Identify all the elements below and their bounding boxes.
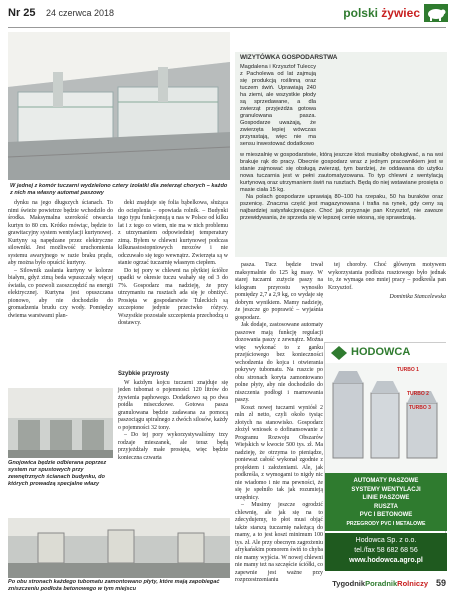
feeder-products-illustration: [325, 363, 447, 473]
magazine-brand: [332, 579, 428, 588]
drainage-photo: [8, 388, 113, 458]
article-col3-p3: Koszt nowej tuczarni wyniósł 2 mln zł netto, czyli około tysiąc złotych na stanowisko. Gospodarz złożył wniosek o dofinansowanie z Programu Rozwoju Obszarów Wiejskich w kwocie 500 tys. zł. Ma nadzieję, że otrzyma to pieniądze, ponieważ całość wykonał zgodnie z projektem i założeniami. Ale, jak podkreśla, z wymogami to nigdy nic nie wiadomo i nie ma pewności, że się je spełniło tak jak rozumieją urzędnicy.: [235, 404, 323, 501]
ad-line-pvc-concrete: PVC I BETONOWE: [359, 512, 413, 519]
ad-line-feeders: AUTOMATY PASZOWE: [353, 478, 419, 484]
bottom-photo-caption: Po obu stronach każdego tubomatu zamontowano płyty, które mają zapobiegać zniszczeniu podłoża betonowego w tym miejscu: [8, 579, 220, 592]
article-col1-p2: – Silownik zasłania kurtyny w kolorze białym, gdyż zimą beda wpuszczały więcej światła, co pozwoli zaoszczędzić na energii elektrycznej. Kurtyna jest opuszczana pionowo, aby nie dochodziło do gromadzenia brudu czy wody. Pomiędzy dwiema warstwami plan-: [8, 267, 113, 319]
issue-number: Nr 25: [8, 7, 36, 19]
top-photo-caption: W jednej z komór tuczarni wydzielono cztery izolatki dla zwierząt chorych – każdo z nich ma własny automat paszowy: [10, 183, 228, 196]
article-col2-bottom: [118, 371, 228, 519]
subhead-fast-growth: Szybkie przyrosty: [118, 371, 170, 377]
article-col4: [328, 262, 446, 337]
middle-photo-caption: Gnojowica będzie odbierana poprzez system rur spustowych przy zewnętrznych ścianach budynku, do których prowadzą specjalne włazy: [8, 460, 107, 487]
ad-line-feed-lines: LINIE PASZOWE: [362, 495, 410, 502]
article-col3-p4: – Musimy jeszcze ogrodzić chlewnię, ale jak się na to zdecydujemy, to płot musi objąć także starszą tuczarnię należącą do mamy, a to jest koszt minimum 100 tys. zł. Ale przy obecnym zagrożeniu afrykańskim pomorem świń to chyba nie mamy wyjścia. W nowej chlewni nie mamy też na szczęście ściółki, co zapewnie jest ważne przy rozprzestrzenianiu: [235, 502, 323, 583]
farm-profile-text-b: Na polach gospodarze uprawiają 80–100 ha rzepaku, 50 ha buraków oraz pszenicę. Znaczna część jest magazynowana i trafia na rynek, gdy ceny są najbardziej satysfakcjonujące. Choć jak przyznaje pan Krzysztof, nie zawsze przewidywania, że sprzeda się w lepszej cenie wiosną, się sprawdzają.: [240, 194, 443, 221]
article-col2-p4: – Do tej pory wykorzystywaliśmy trzy rodzaje mieszanek, ale teraz będą przyjeżdżały małe prosięta, więc będzie konieczna czwarta: [118, 432, 228, 461]
ad-line-slats: RUSZTA: [374, 503, 398, 510]
ad-offer-panel: [325, 473, 447, 531]
brand-rolniczy: Rolniczy: [397, 579, 428, 588]
brand-accent: żywiec: [381, 6, 420, 20]
ad-company: Hodowca Sp. z o.o.: [355, 537, 417, 544]
article-col1-top: [8, 200, 113, 388]
turbo-2-label: TURBO 2: [407, 391, 429, 397]
article-col3-p2: Jak dodaje, zastosowane automaty paszowe mają funkcję regulacji dozowania paszy z zewnątrz. Można więc wykonać to z ganku przejściowego bez konieczności wchodzenia do kojca i otwierania pokrywy tubomatu. Na ruszcie po obu stronach korytа zamontowano polne płyty, aby nie dochodziło do niszczenia podłogi i marnowania paszy.: [235, 322, 323, 403]
header-divider: [8, 27, 446, 28]
ad-brand: HODOWCA: [351, 346, 411, 358]
brand-tygodnik: Tygodnik: [332, 579, 366, 588]
brand-poradnik: Poradnik: [365, 579, 398, 588]
article-col2-top: [118, 200, 228, 370]
ad-website[interactable]: www.hodowca.agro.pl: [349, 557, 423, 564]
article-col1-p1: dynku na jego długszych ścianach. To nimi świeże powietrze będzie wchodziło do środka. Maksymalna szerokość otwarcia kurtyn to 80 cm. Krótko mówiąc, będzie to grawitacyjny system wentylacji kurtynowej. Kurtyny są napędzane przez elektryczne silowniki. Jest możliwość uruchomienia systemu awaryjnego w razie braku prądu, aby można było opuścić kurtyny.: [8, 200, 113, 266]
ad-contact-panel: [325, 533, 447, 571]
ad-line-partitions: PRZEGRODY PVC I METALOWE: [346, 520, 426, 527]
turbo-1-label: TURBO 1: [397, 367, 419, 373]
page-header: [0, 0, 454, 30]
hodowca-advertisement[interactable]: [324, 342, 446, 570]
hodowca-logo-icon: [331, 346, 347, 360]
ad-phone: tel./fax 58 682 68 56: [354, 547, 418, 554]
article-col4-p1: tej choroby. Choć głównym motywem wykorzystania podłoża rusztowego było jednak to, że wymaga ono mniej pracy – podkreśla pan Krzysztof.: [328, 262, 446, 291]
barn-interior-photo: [8, 32, 230, 180]
ad-line-ventilation: SYSTEMY WENTYLACJI: [351, 486, 421, 493]
issue-date: 24 czerwca 2018: [46, 8, 115, 18]
pig-logo-icon: [424, 4, 448, 22]
article-col2-p2: Do tej pory w chlewni na płytkiej ściółce upadki w okresie tuczu wahały się od 3 do 7%. Gospodarz ma nadzieję, że przy utrzymaniu na rusztach ada się je obniżyć. Prosięta w gospodarstwie Tuleckich są szczepione jedynie przeciwko różycy. Wszystkie pozostałe szczepienia przechodzą u dostawcy.: [118, 267, 228, 326]
farm-profile-text-continued: [240, 152, 443, 252]
page-number: 59: [435, 578, 446, 588]
article-col3: [235, 262, 323, 583]
article-col2-p1: deki znajduje się folia bąbelkowa, służąca do ocieplenia – opowiada rolnik. – Budynki tego typu funkcjonują u nas w Polsce od kilku lat i z tego co wiem, nie ma w nich problemu z utrzymaniem odpowiedniej temperatury zimą. Byłem w chlewni kurtynowej podczas kilkunastostopniowych mrozów i nie odczuwało się tego wewnątrz. Zwierzęta są w stanie ogrzać tuczarnię własnym ciepłem.: [118, 200, 228, 266]
brand-main: polski: [343, 6, 382, 20]
article-col3-p1: pasza. Tucz będzie trwał maksymalnie do 125 kg masy. W starej tuczarni zużycie paszy na kilogram przyrostu wynosiło pomiędzy 2,7 a 2,9 kg, co wydaje się dobrym wynikiem. Mamy nadzieję, że jeszcze go poprawić – wyjaśnia gospodarz.: [235, 262, 323, 321]
ad-header: [325, 343, 447, 363]
farm-profile-text-a-rest: w mieszalnię w gospodarstwie, którą jeszcze ktoś musiałby obsługiwać, a na wsi brakuje rąk do pracy. Obecnie gospodarz wraz z jednym pracownikiem jest w stanie zajmować się obsługą zwierząt, tym bardziej, że oddawana do użytku nowa tuczarnia jest w pełni zautomatyzowana. To typ chlewni z wentylacją kurtynową oraz utrzymaniem świń na rusztach. Będą do niej wstawiane prosięta o masie ciała 15 kg.: [240, 152, 443, 193]
article-author: Dominika Stancelewska: [389, 294, 446, 300]
farm-profile-text-a: Magdalena i Krzysztof Tuleccy z Pacholewa od lat zajmują się produkcją roślinną oraz tuczem świń. Uprawiają 240 ha ziemi, ale wszystkie płody są sprzedawane, a dla zwierząt przyjeżdża gotowa granulowana pasza. Gospodarze uważają, że zwierzęta lepiej wówczas przyrastają, więc nie ma sensu inwestować dodatkowo: [240, 64, 316, 147]
farm-profile-title: WIZYTÓWKA GOSPODARSTWA: [240, 54, 338, 61]
article-col2-p3: W każdym kojcu tuczarni znajduje się jeden tubomat o pojemności 120 litrów do żywienia paphowego. Dodatkowo są po dwa poidła miseczkowe. Gotowa pasza granulowana będzie zadawana za pomocą paszociągu spiralnego z dwóch silosów, każdy o pojemności 32 tony.: [118, 379, 228, 431]
section-brand: [343, 6, 420, 20]
feeders-photo: [8, 518, 230, 578]
turbo-3-label: TURBO 3: [409, 405, 431, 411]
